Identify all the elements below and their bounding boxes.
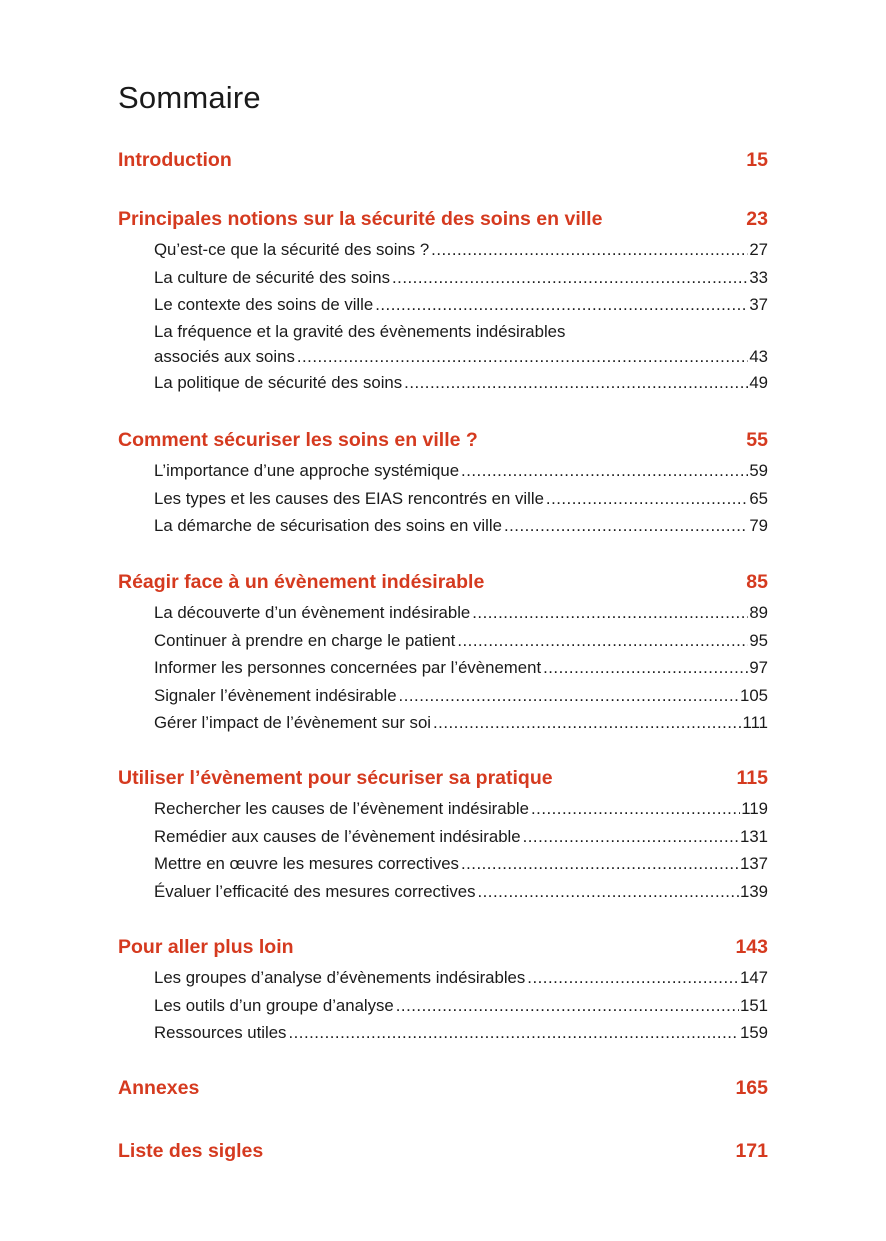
toc-section-annexes — [118, 1075, 768, 1101]
entry-label: La découverte d’un évènement indésirable — [154, 603, 471, 622]
toc-section-reagir — [118, 569, 768, 737]
toc-entry[interactable] — [154, 823, 768, 851]
page-title: Sommaire — [118, 80, 261, 115]
section-heading[interactable] — [118, 934, 768, 960]
entry-page-number: 95 — [749, 630, 768, 650]
dot-leader — [433, 709, 741, 737]
toc-section-principales-notions — [118, 206, 768, 396]
toc-entry[interactable] — [154, 236, 768, 264]
entry-page-number: 105 — [740, 685, 768, 705]
entry-page-number: 119 — [741, 799, 768, 818]
toc-entry[interactable] — [154, 369, 768, 397]
dot-leader — [288, 1019, 739, 1047]
entry-page-number: 89 — [749, 603, 768, 622]
entry-label: Mettre en œuvre les mesures correctives — [154, 854, 459, 873]
dot-leader — [457, 627, 748, 655]
dot-leader — [527, 964, 739, 992]
entry-page-number: 139 — [740, 881, 768, 901]
entry-page-number: 111 — [742, 713, 768, 732]
section-page-number: 143 — [735, 936, 768, 958]
entry-label: Signaler l’évènement indésirable — [154, 685, 397, 705]
entry-page-number: 27 — [749, 240, 768, 259]
dot-leader — [399, 682, 739, 710]
entry-label: Remédier aux causes de l’évènement indésirable — [154, 826, 521, 846]
section-page-number: 115 — [736, 767, 768, 789]
toc-entry[interactable] — [154, 964, 768, 992]
toc-entry[interactable] — [154, 457, 768, 485]
toc-section-utiliser — [118, 765, 768, 905]
entry-page-number: 97 — [749, 658, 768, 677]
entry-label: La politique de sécurité des soins — [154, 372, 403, 392]
toc-entry[interactable] — [154, 709, 768, 737]
toc-entry[interactable] — [154, 992, 768, 1020]
toc-section-pour-aller-plus-loin — [118, 934, 768, 1047]
section-page-number: 23 — [746, 208, 768, 230]
entry-page-number: 147 — [740, 968, 768, 987]
dot-leader — [396, 992, 739, 1020]
section-title: Réagir face à un évènement indésirable — [118, 571, 485, 593]
dot-leader — [461, 457, 748, 485]
toc-entry[interactable] — [154, 795, 768, 823]
section-heading[interactable] — [118, 206, 768, 232]
dot-leader — [477, 878, 739, 906]
entry-label: Les types et les causes des EIAS rencontrés en ville — [154, 488, 544, 508]
toc-section-comment-securiser — [118, 427, 768, 540]
toc-entry[interactable] — [154, 878, 768, 906]
toc-section-introduction[interactable] — [118, 147, 768, 173]
section-title: Liste des sigles — [118, 1140, 264, 1162]
entry-page-number: 37 — [749, 295, 768, 314]
entry-label: Les groupes d’analyse d’évènements indésirables — [154, 968, 526, 987]
entry-label: La démarche de sécurisation des soins en ville — [154, 516, 502, 535]
dot-leader — [531, 795, 740, 823]
section-page-number: 55 — [746, 429, 768, 451]
entry-label: associés aux soins — [154, 346, 295, 366]
section-heading[interactable] — [118, 1138, 768, 1164]
section-heading[interactable] — [118, 765, 768, 791]
dot-leader — [523, 823, 739, 851]
entry-label-line1: La fréquence et la gravité des évènements indésirables — [154, 321, 566, 341]
section-heading[interactable] — [118, 569, 768, 595]
entry-page-number: 59 — [749, 461, 768, 480]
entry-label: Continuer à prendre en charge le patient — [154, 630, 456, 650]
section-title: Principales notions sur la sécurité des soins en ville — [118, 208, 603, 230]
entry-label: Informer les personnes concernées par l’évènement — [154, 658, 542, 677]
section-heading[interactable] — [118, 427, 768, 453]
dot-leader — [546, 485, 748, 513]
toc-entry[interactable] — [154, 485, 768, 513]
toc-entry[interactable] — [154, 850, 768, 878]
section-page-number: 165 — [735, 1077, 768, 1099]
section-entries — [154, 964, 768, 1047]
dot-leader — [375, 291, 748, 319]
section-heading[interactable] — [118, 147, 768, 173]
entry-label: L’importance d’une approche systémique — [154, 461, 460, 480]
entry-page-number: 131 — [740, 826, 768, 846]
section-title: Utiliser l’évènement pour sécuriser sa pratique — [118, 767, 553, 789]
dot-leader — [297, 344, 748, 369]
dot-leader — [404, 369, 748, 397]
section-heading[interactable] — [118, 1075, 768, 1101]
entry-label: Les outils d’un groupe d’analyse — [154, 995, 394, 1015]
section-entries — [154, 599, 768, 737]
entry-page-number: 43 — [749, 346, 768, 366]
toc-entry[interactable] — [154, 1019, 768, 1047]
toc-entry[interactable] — [154, 291, 768, 319]
dot-leader — [392, 264, 748, 292]
dot-leader — [472, 599, 748, 627]
toc-section-liste-des-sigles — [118, 1138, 768, 1164]
toc-entry[interactable] — [154, 319, 768, 369]
section-page-number: 15 — [746, 149, 768, 171]
entry-page-number: 65 — [749, 488, 768, 508]
section-entries — [154, 457, 768, 540]
dot-leader — [431, 236, 748, 264]
toc-entry[interactable] — [154, 654, 768, 682]
section-title: Annexes — [118, 1077, 200, 1099]
toc-entry[interactable] — [154, 264, 768, 292]
entry-page-number: 151 — [740, 995, 768, 1015]
section-title: Pour aller plus loin — [118, 936, 294, 958]
section-title: Introduction — [118, 149, 232, 171]
entry-page-number: 137 — [740, 854, 768, 873]
toc-entry[interactable] — [154, 682, 768, 710]
entry-page-number: 79 — [749, 516, 768, 535]
entry-page-number: 33 — [749, 267, 768, 287]
section-page-number: 85 — [746, 571, 768, 593]
dot-leader — [461, 850, 739, 878]
dot-leader — [543, 654, 748, 682]
entry-label: Qu’est-ce que la sécurité des soins ? — [154, 240, 430, 259]
toc-entry[interactable] — [154, 599, 768, 627]
entry-label: Ressources utiles — [154, 1023, 287, 1042]
toc-entry[interactable] — [154, 627, 768, 655]
entry-page-number: 49 — [749, 372, 768, 392]
entry-label: Le contexte des soins de ville — [154, 295, 374, 314]
entry-label: Évaluer l’efficacité des mesures correctives — [154, 881, 476, 901]
section-title: Comment sécuriser les soins en ville ? — [118, 429, 478, 451]
dot-leader — [504, 512, 748, 540]
entry-label: Rechercher les causes de l’évènement indésirable — [154, 799, 529, 818]
entry-label: Gérer l’impact de l’évènement sur soi — [154, 713, 432, 732]
section-entries — [154, 236, 768, 396]
section-entries — [154, 795, 768, 905]
toc-entry[interactable] — [154, 512, 768, 540]
entry-page-number: 159 — [740, 1023, 768, 1042]
entry-label: La culture de sécurité des soins — [154, 267, 391, 287]
section-page-number: 171 — [735, 1140, 768, 1162]
